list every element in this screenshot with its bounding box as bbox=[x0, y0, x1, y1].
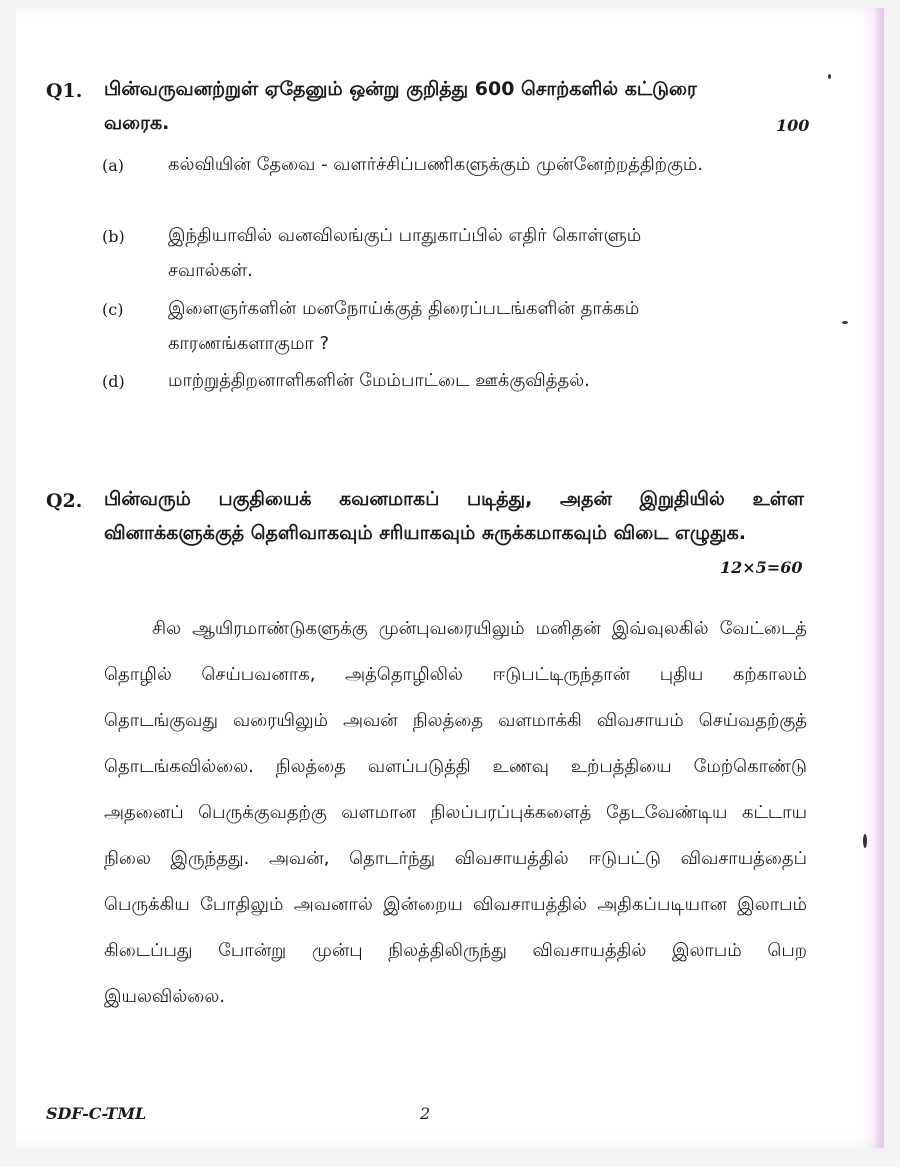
scan-speck bbox=[842, 321, 848, 324]
exam-page bbox=[16, 8, 884, 1148]
q1-number: Q1. bbox=[46, 80, 83, 102]
footer-code: SDF-C-TML bbox=[46, 1104, 147, 1123]
q1-option-b-text: இந்தியாவில் வனவிலங்குப் பாதுகாப்பில் எதிர் கொள்ளும் சவால்கள். bbox=[168, 225, 642, 281]
q1-option-c-label: (c) bbox=[102, 300, 124, 319]
q2-question-text: பின்வரும் பகுதியைக் கவனமாகப் படித்து, அதன் இறுதியில் உள்ள வினாக்களுக்குத் தெளிவாகவும் சரியாகவும் சுருக்கமாகவும் விடை எழுதுக. bbox=[104, 488, 804, 544]
q1-option-c-text: இளைஞர்களின் மனநோய்க்குத் திரைப்படங்களின் தாக்கம் காரணங்களாகுமா ? bbox=[168, 298, 640, 354]
q1-option-b-label: (b) bbox=[102, 227, 125, 246]
q2-marks: 12×5=60 bbox=[720, 558, 803, 577]
scan-speck bbox=[828, 74, 831, 79]
q1-option-d-label: (d) bbox=[102, 372, 125, 391]
page-edge-tint bbox=[874, 8, 884, 1148]
q1-marks: 100 bbox=[776, 116, 810, 135]
q2-number: Q2. bbox=[46, 490, 83, 512]
scan-speck bbox=[863, 834, 867, 848]
q1-option-d-text: மாற்றுத்திறனாளிகளின் மேம்பாட்டை ஊக்குவித்தல். bbox=[168, 370, 590, 391]
q1-option-a-label: (a) bbox=[102, 156, 125, 175]
q1-option-a-text: கல்வியின் தேவை - வளர்ச்சிப்பணிகளுக்கும் முன்னேற்றத்திற்கும். bbox=[168, 154, 704, 175]
page-number: 2 bbox=[420, 1104, 431, 1123]
q2-passage: சில ஆயிரமாண்டுகளுக்கு முன்புவரையிலும் மனிதன் இவ்வுலகில் வேட்டைத் தொழில் செய்பவனாக, அத்தொழிலில் ஈடுபட்டிருந்தான் புதிய கற்காலம் தொடங்குவது வரையிலும் அவன் நிலத்தை வளமாக்கி விவசாயம் செய்வதற்குத் தொடங்கவில்லை. நிலத்தை வளப்படுத்தி உணவு உற்பத்தியை மேற்கொண்டு அதனைப் பெருக்குவதற்கு வளமான நிலப்பரப்புக்களைத் தேடவேண்டிய கட்டாய நிலை இருந்தது. அவன், தொடர்ந்து விவசாயத்தில் ஈடுபட்டு விவசாயத்தைப் பெருக்கிய போதிலும் அவனால் இன்றைய விவசாயத்தில் அதிகப்படியான இலாபம் கிடைப்பது போன்று முன்பு நிலத்திலிருந்து விவசாயத்தில் இலாபம் பெற இயலவில்லை. bbox=[104, 618, 807, 1007]
q1-question-text: பின்வருவனற்றுள் ஏதேனும் ஒன்று குறித்து 600 சொற்களில் கட்டுரை வரைக. bbox=[104, 78, 697, 134]
